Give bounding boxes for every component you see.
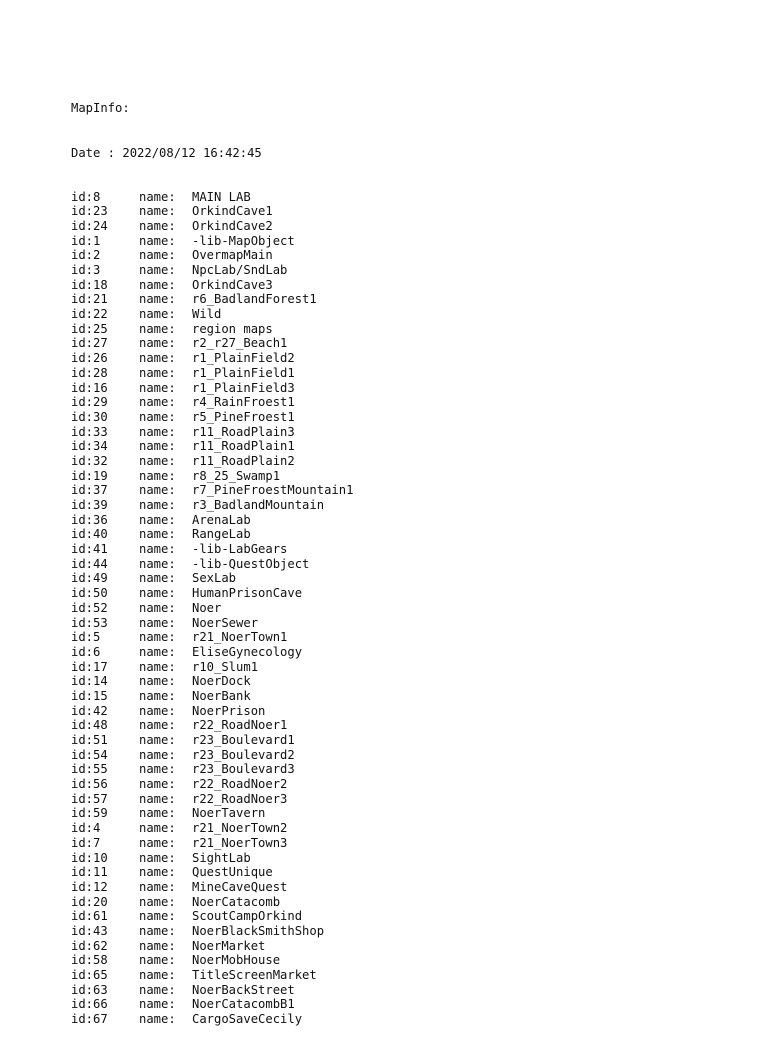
map-id: id:49 bbox=[71, 571, 108, 586]
map-name: OrkindCave2 bbox=[192, 218, 273, 233]
map-row bbox=[71, 851, 353, 866]
map-id: id:8 bbox=[71, 189, 101, 204]
map-row bbox=[71, 204, 353, 219]
map-name: r11_RoadPlain1 bbox=[192, 439, 295, 454]
map-id: id:12 bbox=[71, 879, 108, 894]
map-id: id:57 bbox=[71, 791, 108, 806]
map-id: id:21 bbox=[71, 292, 108, 307]
map-name: -lib-QuestObject bbox=[192, 556, 310, 571]
name-label: name: bbox=[139, 850, 176, 865]
map-id: id:1 bbox=[71, 233, 101, 248]
map-id: id:28 bbox=[71, 365, 108, 380]
map-id: id:22 bbox=[71, 307, 108, 322]
map-row bbox=[71, 248, 353, 263]
map-row bbox=[71, 557, 353, 572]
map-id: id:44 bbox=[71, 556, 108, 571]
map-name: NoerDock bbox=[192, 674, 251, 689]
map-row bbox=[71, 410, 353, 425]
map-id: id:6 bbox=[71, 644, 101, 659]
map-name: r6_BadlandForest1 bbox=[192, 292, 317, 307]
map-id: id:26 bbox=[71, 351, 108, 366]
map-name: SightLab bbox=[192, 850, 251, 865]
name-label: name: bbox=[139, 263, 176, 278]
map-name: NoerCatacombB1 bbox=[192, 997, 295, 1012]
map-id: id:59 bbox=[71, 806, 108, 821]
map-row bbox=[71, 322, 353, 337]
map-name: r22_RoadNoer3 bbox=[192, 791, 288, 806]
name-label: name: bbox=[139, 321, 176, 336]
map-row bbox=[71, 469, 353, 484]
map-name: NoerTavern bbox=[192, 806, 266, 821]
map-name: RangeLab bbox=[192, 527, 251, 542]
name-label: name: bbox=[139, 277, 176, 292]
map-name: -lib-LabGears bbox=[192, 542, 288, 557]
map-row bbox=[71, 630, 353, 645]
map-id: id:7 bbox=[71, 835, 101, 850]
map-row bbox=[71, 336, 353, 351]
map-row bbox=[71, 762, 353, 777]
map-id: id:36 bbox=[71, 512, 108, 527]
name-label: name: bbox=[139, 453, 176, 468]
map-row bbox=[71, 645, 353, 660]
map-row bbox=[71, 190, 353, 205]
map-row bbox=[71, 997, 353, 1012]
map-row bbox=[71, 939, 353, 954]
map-row bbox=[71, 733, 353, 748]
map-id: id:19 bbox=[71, 468, 108, 483]
name-label: name: bbox=[139, 542, 176, 557]
name-label: name: bbox=[139, 424, 176, 439]
map-name: r3_BadlandMountain bbox=[192, 498, 325, 513]
map-id: id:29 bbox=[71, 395, 108, 410]
map-name: NoerBackStreet bbox=[192, 982, 295, 997]
map-name: HumanPrisonCave bbox=[192, 586, 303, 601]
map-id: id:43 bbox=[71, 923, 108, 938]
name-label: name: bbox=[139, 395, 176, 410]
map-row bbox=[71, 513, 353, 528]
name-label: name: bbox=[139, 586, 176, 601]
map-id: id:51 bbox=[71, 733, 108, 748]
name-label: name: bbox=[139, 248, 176, 263]
map-id: id:54 bbox=[71, 747, 108, 762]
map-info-document bbox=[71, 72, 353, 1041]
map-name: r2_r27_Beach1 bbox=[192, 336, 288, 351]
map-name: Noer bbox=[192, 600, 222, 615]
map-row bbox=[71, 601, 353, 616]
map-row bbox=[71, 439, 353, 454]
map-name: TitleScreenMarket bbox=[192, 968, 317, 983]
name-label: name: bbox=[139, 968, 176, 983]
map-id: id:20 bbox=[71, 894, 108, 909]
map-id: id:15 bbox=[71, 688, 108, 703]
map-list bbox=[71, 190, 353, 1027]
map-row bbox=[71, 880, 353, 895]
map-row bbox=[71, 748, 353, 763]
map-row bbox=[71, 278, 353, 293]
map-id: id:61 bbox=[71, 909, 108, 924]
map-id: id:25 bbox=[71, 321, 108, 336]
map-row bbox=[71, 865, 353, 880]
map-row bbox=[71, 292, 353, 307]
map-name: r1_PlainField2 bbox=[192, 351, 295, 366]
document-title: MapInfo: bbox=[71, 101, 130, 116]
name-label: name: bbox=[139, 468, 176, 483]
map-name: NoerBlackSmithShop bbox=[192, 923, 325, 938]
map-row bbox=[71, 1012, 353, 1027]
map-row bbox=[71, 821, 353, 836]
name-label: name: bbox=[139, 204, 176, 219]
name-label: name: bbox=[139, 953, 176, 968]
map-name: NoerCatacomb bbox=[192, 894, 281, 909]
map-id: id:53 bbox=[71, 615, 108, 630]
name-label: name: bbox=[139, 292, 176, 307]
name-label: name: bbox=[139, 674, 176, 689]
map-row bbox=[71, 527, 353, 542]
map-id: id:17 bbox=[71, 659, 108, 674]
map-row bbox=[71, 689, 353, 704]
name-label: name: bbox=[139, 512, 176, 527]
map-id: id:56 bbox=[71, 777, 108, 792]
name-label: name: bbox=[139, 909, 176, 924]
map-row bbox=[71, 909, 353, 924]
map-row bbox=[71, 586, 353, 601]
name-label: name: bbox=[139, 1012, 176, 1027]
map-row bbox=[71, 307, 353, 322]
name-label: name: bbox=[139, 733, 176, 748]
map-name: SexLab bbox=[192, 571, 237, 586]
name-label: name: bbox=[139, 365, 176, 380]
name-label: name: bbox=[139, 747, 176, 762]
map-row bbox=[71, 704, 353, 719]
name-label: name: bbox=[139, 835, 176, 850]
map-id: id:67 bbox=[71, 1012, 108, 1027]
map-row bbox=[71, 395, 353, 410]
map-row bbox=[71, 895, 353, 910]
map-row bbox=[71, 542, 353, 557]
map-id: id:30 bbox=[71, 409, 108, 424]
map-row bbox=[71, 425, 353, 440]
map-id: id:16 bbox=[71, 380, 108, 395]
map-id: id:27 bbox=[71, 336, 108, 351]
map-id: id:33 bbox=[71, 424, 108, 439]
map-name: r23_Boulevard3 bbox=[192, 762, 295, 777]
name-label: name: bbox=[139, 938, 176, 953]
map-name: r21_NoerTown2 bbox=[192, 821, 288, 836]
map-name: CargoSaveCecily bbox=[192, 1012, 303, 1027]
map-row bbox=[71, 454, 353, 469]
map-name: EliseGynecology bbox=[192, 644, 303, 659]
map-name: r11_RoadPlain3 bbox=[192, 424, 295, 439]
map-id: id:39 bbox=[71, 498, 108, 513]
map-name: region maps bbox=[192, 321, 273, 336]
map-name: r22_RoadNoer1 bbox=[192, 718, 288, 733]
map-name: ScoutCampOrkind bbox=[192, 909, 303, 924]
name-label: name: bbox=[139, 806, 176, 821]
map-id: id:37 bbox=[71, 483, 108, 498]
name-label: name: bbox=[139, 821, 176, 836]
map-id: id:65 bbox=[71, 968, 108, 983]
map-id: id:14 bbox=[71, 674, 108, 689]
map-id: id:66 bbox=[71, 997, 108, 1012]
name-label: name: bbox=[139, 351, 176, 366]
document-date: Date : 2022/08/12 16:42:45 bbox=[71, 145, 262, 160]
name-label: name: bbox=[139, 380, 176, 395]
name-label: name: bbox=[139, 791, 176, 806]
map-id: id:52 bbox=[71, 600, 108, 615]
name-label: name: bbox=[139, 498, 176, 513]
map-row bbox=[71, 498, 353, 513]
map-name: r4_RainFroest1 bbox=[192, 395, 295, 410]
map-name: ArenaLab bbox=[192, 512, 251, 527]
name-label: name: bbox=[139, 718, 176, 733]
map-name: NoerMarket bbox=[192, 938, 266, 953]
map-name: r1_PlainField3 bbox=[192, 380, 295, 395]
name-label: name: bbox=[139, 307, 176, 322]
map-row bbox=[71, 660, 353, 675]
map-name: NoerMobHouse bbox=[192, 953, 281, 968]
map-row bbox=[71, 366, 353, 381]
name-label: name: bbox=[139, 615, 176, 630]
map-row bbox=[71, 836, 353, 851]
name-label: name: bbox=[139, 439, 176, 454]
map-id: id:63 bbox=[71, 982, 108, 997]
map-id: id:5 bbox=[71, 630, 101, 645]
name-label: name: bbox=[139, 556, 176, 571]
name-label: name: bbox=[139, 336, 176, 351]
map-name: -lib-MapObject bbox=[192, 233, 295, 248]
name-label: name: bbox=[139, 879, 176, 894]
name-label: name: bbox=[139, 688, 176, 703]
map-name: NoerBank bbox=[192, 688, 251, 703]
name-label: name: bbox=[139, 703, 176, 718]
map-name: NoerPrison bbox=[192, 703, 266, 718]
map-id: id:34 bbox=[71, 439, 108, 454]
map-row bbox=[71, 219, 353, 234]
map-id: id:11 bbox=[71, 865, 108, 880]
name-label: name: bbox=[139, 644, 176, 659]
name-label: name: bbox=[139, 409, 176, 424]
map-name: MAIN LAB bbox=[192, 189, 251, 204]
name-label: name: bbox=[139, 483, 176, 498]
map-name: r23_Boulevard1 bbox=[192, 733, 295, 748]
map-name: r21_NoerTown3 bbox=[192, 835, 288, 850]
map-row bbox=[71, 674, 353, 689]
map-name: r10_Slum1 bbox=[192, 659, 259, 674]
map-name: OvermapMain bbox=[192, 248, 273, 263]
map-id: id:10 bbox=[71, 850, 108, 865]
name-label: name: bbox=[139, 923, 176, 938]
map-name: OrkindCave3 bbox=[192, 277, 273, 292]
map-name: r23_Boulevard2 bbox=[192, 747, 295, 762]
map-row bbox=[71, 483, 353, 498]
name-label: name: bbox=[139, 865, 176, 880]
map-id: id:4 bbox=[71, 821, 101, 836]
map-id: id:40 bbox=[71, 527, 108, 542]
map-row bbox=[71, 968, 353, 983]
map-name: NpcLab/SndLab bbox=[192, 263, 288, 278]
map-row bbox=[71, 983, 353, 998]
map-name: r1_PlainField1 bbox=[192, 365, 295, 380]
name-label: name: bbox=[139, 527, 176, 542]
name-label: name: bbox=[139, 762, 176, 777]
map-id: id:42 bbox=[71, 703, 108, 718]
map-name: QuestUnique bbox=[192, 865, 273, 880]
name-label: name: bbox=[139, 997, 176, 1012]
map-name: MineCaveQuest bbox=[192, 879, 288, 894]
map-id: id:62 bbox=[71, 938, 108, 953]
map-row bbox=[71, 616, 353, 631]
map-name: r5_PineFroest1 bbox=[192, 409, 295, 424]
name-label: name: bbox=[139, 571, 176, 586]
name-label: name: bbox=[139, 894, 176, 909]
map-row bbox=[71, 381, 353, 396]
name-label: name: bbox=[139, 600, 176, 615]
map-name: r21_NoerTown1 bbox=[192, 630, 288, 645]
map-row bbox=[71, 571, 353, 586]
map-name: r7_PineFroestMountain1 bbox=[192, 483, 354, 498]
map-id: id:2 bbox=[71, 248, 101, 263]
map-id: id:48 bbox=[71, 718, 108, 733]
map-name: NoerSewer bbox=[192, 615, 259, 630]
map-row bbox=[71, 351, 353, 366]
name-label: name: bbox=[139, 189, 176, 204]
map-id: id:24 bbox=[71, 218, 108, 233]
map-id: id:3 bbox=[71, 263, 101, 278]
map-id: id:18 bbox=[71, 277, 108, 292]
map-row bbox=[71, 806, 353, 821]
map-name: Wild bbox=[192, 307, 222, 322]
map-id: id:58 bbox=[71, 953, 108, 968]
map-id: id:32 bbox=[71, 453, 108, 468]
name-label: name: bbox=[139, 777, 176, 792]
map-row bbox=[71, 953, 353, 968]
name-label: name: bbox=[139, 233, 176, 248]
map-name: r8_25_Swamp1 bbox=[192, 468, 281, 483]
name-label: name: bbox=[139, 218, 176, 233]
map-id: id:50 bbox=[71, 586, 108, 601]
name-label: name: bbox=[139, 659, 176, 674]
map-row bbox=[71, 263, 353, 278]
map-row bbox=[71, 792, 353, 807]
map-name: r22_RoadNoer2 bbox=[192, 777, 288, 792]
map-id: id:23 bbox=[71, 204, 108, 219]
map-id: id:55 bbox=[71, 762, 108, 777]
name-label: name: bbox=[139, 630, 176, 645]
map-name: r11_RoadPlain2 bbox=[192, 453, 295, 468]
name-label: name: bbox=[139, 982, 176, 997]
map-row bbox=[71, 777, 353, 792]
map-name: OrkindCave1 bbox=[192, 204, 273, 219]
map-row bbox=[71, 234, 353, 249]
map-row bbox=[71, 718, 353, 733]
map-id: id:41 bbox=[71, 542, 108, 557]
map-row bbox=[71, 924, 353, 939]
